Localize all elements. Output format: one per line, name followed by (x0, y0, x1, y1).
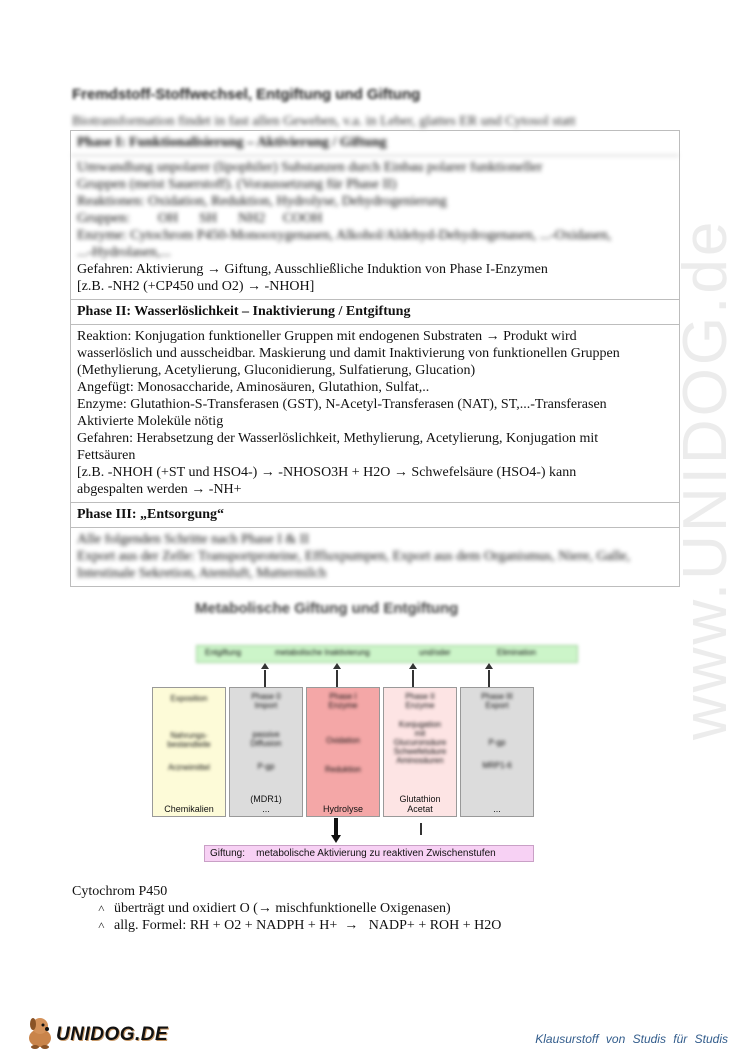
intro-text: Biotransformation findet in fast allen Geweben, v.a. in Leber, glattes ER und Cytosol statt (72, 114, 576, 129)
toxification-bar: Giftung: metabolische Aktivierung zu reaktiven Zwischenstufen (204, 845, 534, 862)
text-line: Intestinale Sekretion, Atemluft, Muttermilch (77, 566, 327, 581)
text-line: Reaktion: Konjugation funktioneller Gruppen mit endogenen Substraten → Produkt wird (77, 329, 577, 344)
metabolism-diagram (140, 640, 550, 870)
text-line: Gruppen: OH SH NH2 COOH (77, 211, 323, 226)
text-line: Alle folgenden Schritte nach Phase I & II (77, 532, 310, 547)
detox-bar (196, 645, 578, 663)
column-blurred-content (461, 692, 533, 770)
arrow-down-icon (420, 823, 422, 835)
list-item: ˄ allg. Formel: RH + O2 + NADPH + H+ → NADP+ + ROH + H2O (98, 917, 501, 934)
phase1-heading: Phase I: Funktionalisierung – Aktivierung / Giftung (71, 131, 679, 156)
column-low: Reduktion (324, 765, 362, 774)
text-line: Fettsäuren (77, 448, 136, 463)
phase3-heading: Phase III: „Entsorgung“ (71, 503, 679, 528)
text-line: [z.B. -NHOH (+ST und HSO4-) → -NHOSO3H + H2O → Schwefelsäure (HSO4-) kann (77, 465, 577, 480)
cyp-title: Cytochrom P450 (72, 884, 168, 899)
text-line: abgespalten werden → -NH+ (77, 482, 242, 497)
column-head: Phase III Export (481, 692, 513, 710)
phase1-example: [z.B. -NH2 (+CP450 und O2) → -NHOH] (77, 279, 315, 294)
dog-icon (24, 1012, 58, 1052)
top-label: Entgiftung (205, 648, 242, 657)
diagram-title: Metabolische Giftung und Entgiftung (195, 600, 459, 617)
text-line: Aktivierte Moleküle nötig (77, 414, 224, 429)
diagram-column (152, 687, 226, 817)
diagram-column (229, 687, 303, 817)
arrow-head-icon (331, 835, 341, 843)
watermark: www.UNIDOG.de (671, 218, 740, 740)
cyp-list (72, 900, 501, 934)
column-blurred-content (307, 692, 379, 774)
column-head: Phase I Enzyme (328, 692, 358, 710)
arrow-head-icon (485, 663, 493, 669)
footer-tagline: Klausurstoff von Studis für Studis (535, 1032, 728, 1046)
phase1-blurred-lines (77, 159, 673, 261)
text-line: Export aus der Zelle: Transportproteine, Effluxpumpen, Export aus dem Organismus, Niere, Galle, (77, 549, 631, 564)
unidog-logo (24, 1012, 174, 1052)
arrow-head-icon (409, 663, 417, 669)
page-title: Fremdstoff-Stoffwechsel, Entgiftung und Giftung (72, 86, 421, 103)
column-head: Phase II Enzyme (405, 692, 435, 710)
column-mid: P-gp (488, 738, 506, 747)
column-head: Exposition (170, 694, 208, 703)
column-head: Phase 0 Import (251, 692, 281, 710)
arrow-head-icon (261, 663, 269, 669)
column-bottom: (MDR1) ... (250, 794, 282, 814)
phase2-heading: Phase II: Wasserlöslichkeit – Inaktivierung / Entgiftung (71, 300, 679, 325)
phase1-risk: Gefahren: Aktivierung → Giftung, Ausschließliche Induktion von Phase I-Enzymen (77, 262, 548, 277)
arrow-down-icon (334, 818, 338, 836)
cytochrome-section (72, 883, 501, 934)
column-mid: Nahrungs- bestandteile (167, 731, 211, 749)
column-bottom: Chemikalien (164, 804, 214, 814)
column-bottom: Glutathion Acetat (399, 794, 441, 814)
text-line: wasserlöslich und ausscheidbar. Maskierung und damit Inaktivierung von funktionellen Gruppen (77, 346, 620, 361)
column-mid: Konjugation mit Glucuronsäure Schwefelsäure Aminosäuren (393, 720, 447, 765)
arrow-head-icon (333, 663, 341, 669)
top-label: metabolische Inaktivierung (275, 648, 370, 657)
logo-text: UNIDOG.DE (56, 1024, 169, 1045)
text-line: Gefahren: Herabsetzung der Wasserlöslichkeit, Methylierung, Acetylierung, Konjugation mit (77, 431, 599, 446)
text-line: Enzyme: Glutathion-S-Transferasen (GST), N-Acetyl-Transferasen (NAT), ST,...-Transferasen (77, 397, 607, 412)
diagram-column (306, 687, 380, 817)
top-label: und/oder (419, 648, 451, 657)
text-line: Reaktionen: Oxidation, Reduktion, Hydrolyse, Dehydrogenierung (77, 194, 447, 209)
phase1-body (71, 156, 679, 300)
text-line: Enzyme: Cytochrom P450-Monooxygenasen, Alkohol/Aldehyd-Dehydrogenasen, ...-Oxidasen, (77, 228, 612, 243)
top-label: Elimination (497, 648, 537, 657)
column-low: MRP1-6 (482, 761, 512, 770)
text-line: ...-Hydrolasen,... (77, 245, 171, 260)
arrow-up-icon (488, 670, 490, 687)
column-low: Arzneimittel (168, 763, 210, 772)
diagram-column (383, 687, 457, 817)
column-low: P-gp (257, 762, 275, 771)
phase3-body (71, 528, 679, 586)
column-mid: passive Diffusion (250, 730, 282, 748)
phase2-body (71, 325, 679, 503)
arrow-up-icon (412, 670, 414, 687)
text-line: Angefügt: Monosaccharide, Aminosäuren, Glutathion, Sulfat,.. (77, 380, 430, 395)
phase-table (70, 130, 680, 587)
column-mid: Oxidation (326, 736, 360, 745)
column-blurred-content (384, 692, 456, 765)
list-item: ˄ überträgt und oxidiert O (→ mischfunktionelle Oxigenasen) (98, 900, 501, 917)
column-blurred-content (153, 694, 225, 772)
diagram-column (460, 687, 534, 817)
text-line: Umwandlung unpolarer (lipophiler) Substanzen durch Einbau polarer funktioneller (77, 160, 543, 175)
text-line: (Methylierung, Acetylierung, Gluconidierung, Sulfatierung, Glucation) (77, 363, 476, 378)
column-bottom: Hydrolyse (322, 804, 363, 814)
text-line: Gruppen (meist Sauerstoff). (Voraussetzung für Phase II) (77, 177, 397, 192)
column-bottom: ... (493, 804, 501, 814)
column-blurred-content (230, 692, 302, 771)
arrow-up-icon (336, 670, 338, 687)
arrow-up-icon (264, 670, 266, 687)
